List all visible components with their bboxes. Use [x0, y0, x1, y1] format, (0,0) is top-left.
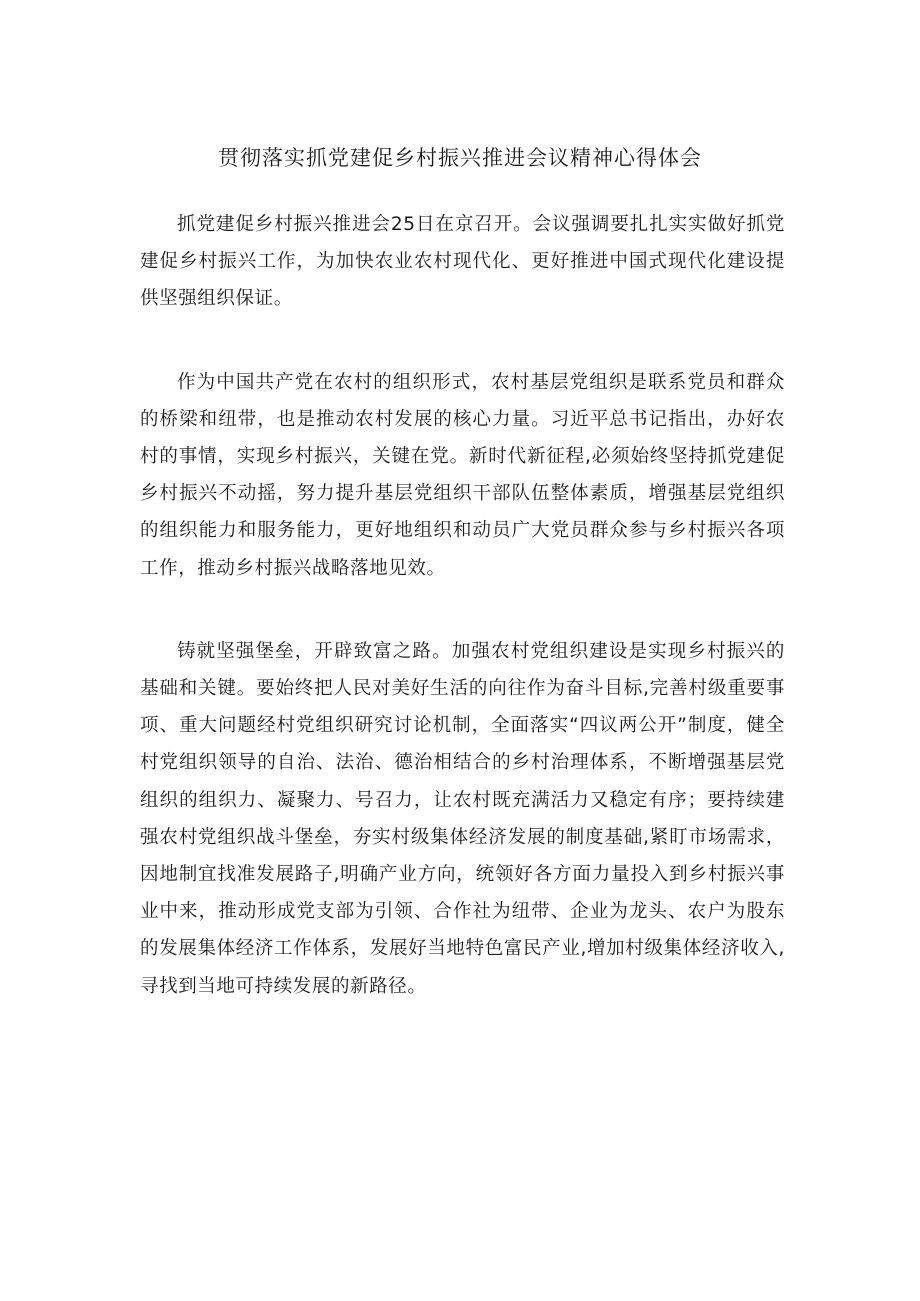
paragraph-3: 铸就坚强堡垒，开辟致富之路。加强农村党组织建设是实现乡村振兴的基础和关键。要始终把人民对美好生活的向往作为奋斗目标,完善村级重要事项、重大问题经村党组织研究讨论机制，全面落实“四议两公开”制度，健全村党组织领导的自治、法治、德治相结合的乡村治理体系，不断增强基层党组织的组织力、凝聚力、号召力，让农村既充满活力又稳定有序；要持续建强农村党组织战斗堡垒，夯实村级集体经济发展的制度基础,紧盯市场需求，因地制宜找准发展路子,明确产业方向，统领好各方面力量投入到乡村振兴事业中来，推动形成党支部为引领、合作社为纽带、企业为龙头、农户为股东的发展集体经济工作体系，发展好当地特色富民产业,增加村级集体经济收入,寻找到当地可持续发展的新路径。: [140, 640, 785, 997]
document-title: 贯彻落实抓党建促乡村振兴推进会议精神心得体会: [218, 146, 702, 170]
paragraph-1: 抓党建促乡村振兴推进会25日在京召开。会议强调要扎扎实实做好抓党建促乡村振兴工作，为加快农业农村现代化、更好推进中国式现代化建设提供坚强组织保证。: [140, 214, 785, 310]
paragraph-2: 作为中国共产党在农村的组织形式，农村基层党组织是联系党员和群众的桥梁和纽带，也是推动农村发展的核心力量。习近平总书记指出，办好农村的事情，实现乡村振兴，关键在党。新时代新征程,必须始终坚持抓党建促乡村振兴不动摇，努力提升基层党组织干部队伍整体素质，增强基层党组织的组织能力和服务能力，更好地组织和动员广大党员群众参与乡村振兴各项工作，推动乡村振兴战略落地见效。: [140, 371, 785, 579]
document-body: [140, 206, 785, 1051]
